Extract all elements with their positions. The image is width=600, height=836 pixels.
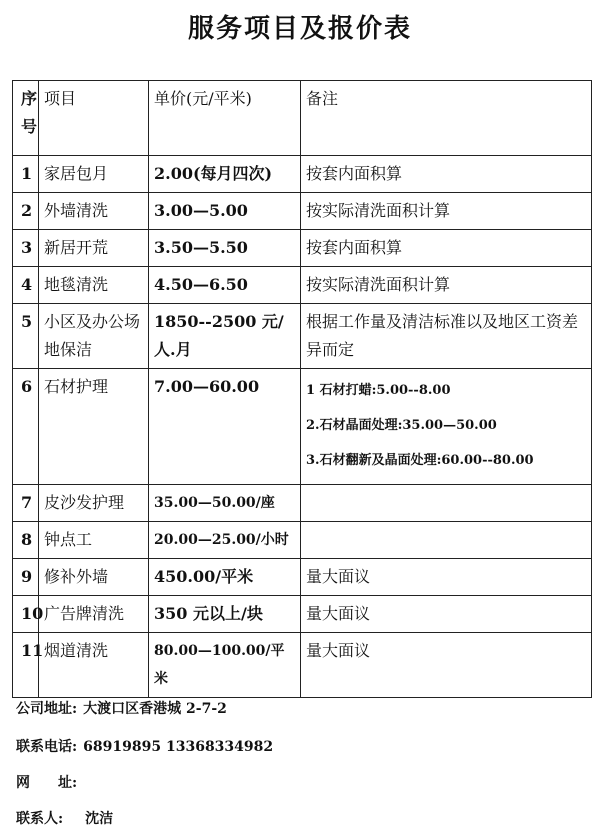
row-item: 家居包月 xyxy=(39,156,149,193)
row-note: 量大面议 xyxy=(301,633,592,698)
row-no: 10 xyxy=(13,596,39,633)
row-item: 地毯清洗 xyxy=(39,267,149,304)
row-no: 4 xyxy=(13,267,39,304)
row-note: 按套内面积算 xyxy=(301,230,592,267)
row-no: 3 xyxy=(13,230,39,267)
row-item: 石材护理 xyxy=(39,369,149,485)
row-no: 8 xyxy=(13,522,39,559)
table-row xyxy=(13,485,592,522)
row-note: 量大面议 xyxy=(301,596,592,633)
table-row xyxy=(13,267,592,304)
table-row xyxy=(13,522,592,559)
row-note: 按实际清洗面积计算 xyxy=(301,193,592,230)
table-row xyxy=(13,156,592,193)
row-note xyxy=(301,485,592,522)
table-row xyxy=(13,559,592,596)
row-price: 450.00/平米 xyxy=(149,559,301,596)
row-price: 3.00—5.00 xyxy=(149,193,301,230)
row-item: 小区及办公场地保洁 xyxy=(39,304,149,369)
footer-address xyxy=(16,698,227,718)
header-note: 备注 xyxy=(301,81,592,156)
row-price: 2.00(每月四次) xyxy=(149,156,301,193)
row-item: 广告牌清洗 xyxy=(39,596,149,633)
note-line: 2.石材晶面处理:35.00—50.00 xyxy=(306,418,497,433)
row-item: 钟点工 xyxy=(39,522,149,559)
row-no: 6 xyxy=(13,369,39,485)
table-row xyxy=(13,633,592,698)
table-row xyxy=(13,193,592,230)
note-lines xyxy=(306,373,586,478)
table-header-row xyxy=(13,81,592,156)
row-item: 修补外墙 xyxy=(39,559,149,596)
row-no: 9 xyxy=(13,559,39,596)
row-price: 80.00—100.00/平米 xyxy=(149,633,301,698)
footer-contact xyxy=(16,808,113,828)
header-item: 项目 xyxy=(39,81,149,156)
row-price: 3.50—5.50 xyxy=(149,230,301,267)
row-price: 4.50—6.50 xyxy=(149,267,301,304)
row-note: 按实际清洗面积计算 xyxy=(301,267,592,304)
row-item: 皮沙发护理 xyxy=(39,485,149,522)
address-value: 大渡口区香港城 2-7-2 xyxy=(83,701,227,717)
footer-web xyxy=(16,772,83,792)
header-price: 单价(元/平米) xyxy=(149,81,301,156)
phone-value: 68919895 13368334982 xyxy=(83,739,274,755)
row-no: 5 xyxy=(13,304,39,369)
page-title: 服务项目及报价表 xyxy=(187,14,412,44)
row-item: 烟道清洗 xyxy=(39,633,149,698)
header-no: 序号 xyxy=(13,81,39,156)
table-row xyxy=(13,304,592,369)
row-item: 新居开荒 xyxy=(39,230,149,267)
phone-label: 联系电话: xyxy=(16,739,78,755)
price-table xyxy=(12,80,592,698)
contact-label: 联系人: xyxy=(16,811,64,827)
address-label: 公司地址: xyxy=(16,701,78,717)
row-note xyxy=(301,522,592,559)
row-price: 35.00—50.00/座 xyxy=(149,485,301,522)
row-no: 11 xyxy=(13,633,39,698)
row-item: 外墙清洗 xyxy=(39,193,149,230)
row-note: 按套内面积算 xyxy=(301,156,592,193)
row-no: 1 xyxy=(13,156,39,193)
row-no: 7 xyxy=(13,485,39,522)
row-price: 1850--2500 元/人.月 xyxy=(149,304,301,369)
row-price: 7.00—60.00 xyxy=(149,369,301,485)
row-note xyxy=(301,369,592,485)
row-note: 量大面议 xyxy=(301,559,592,596)
web-label: 网 址: xyxy=(16,775,78,791)
table-row xyxy=(13,596,592,633)
row-note: 根据工作量及清洁标准以及地区工资差异而定 xyxy=(301,304,592,369)
note-line: 1 石材打蜡:5.00--8.00 xyxy=(306,383,451,398)
footer-phone xyxy=(16,736,273,756)
contact-value: 沈洁 xyxy=(85,811,114,827)
row-price: 20.00—25.00/小时 xyxy=(149,522,301,559)
table-row xyxy=(13,230,592,267)
note-line: 3.石材翻新及晶面处理:60.00--80.00 xyxy=(306,453,534,468)
table-row xyxy=(13,369,592,485)
row-no: 2 xyxy=(13,193,39,230)
row-price: 350 元以上/块 xyxy=(149,596,301,633)
